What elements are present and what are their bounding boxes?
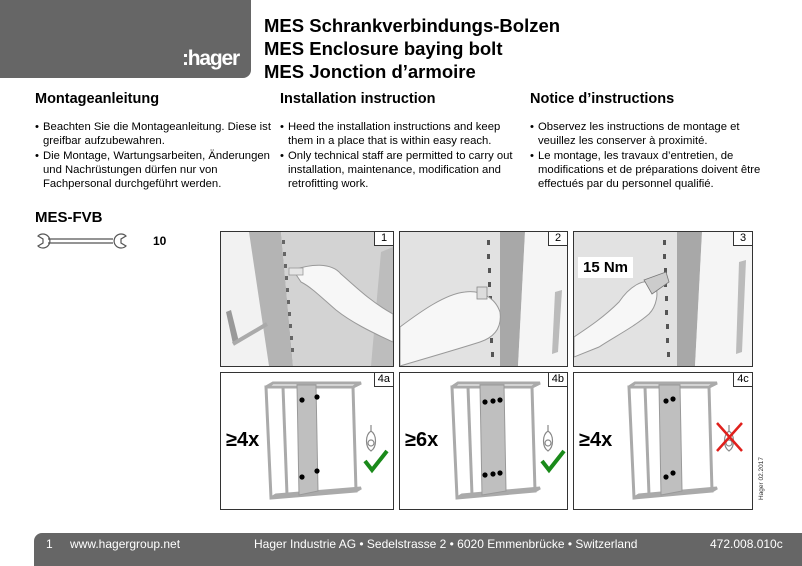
column-heading: Montageanleitung: [35, 91, 160, 107]
torque-label: 15 Nm: [578, 257, 633, 278]
column-german: [35, 90, 275, 192]
step-number: 4a: [374, 372, 394, 387]
open-end-wrench-icon: [35, 233, 129, 254]
website-link[interactable]: www.hagergroup.net: [70, 537, 181, 551]
title-fr: MES Jonction d’armoire: [264, 61, 476, 82]
bolt-count: ≥6x: [405, 429, 439, 451]
document-number: 472.008.010c: [710, 537, 783, 551]
footer-bar: [34, 533, 802, 566]
company-address: Hager Industrie AG • Sedelstrasse 2 • 6020 Emmenbrücke • Switzerland: [254, 537, 638, 551]
document-titles: [264, 14, 560, 83]
step-4c-illustration: [573, 372, 753, 510]
bullet-item: • Observez les instructions de montage et veuillez les conserver à proximité.: [530, 121, 740, 147]
bullet-item: • Die Montage, Wartungsarbeiten, Änderungen und Nachrüstungen dürfen nur von Fachpersonal durchgeführt werden.: [35, 150, 270, 190]
hager-logo: :hager: [182, 47, 239, 70]
step-number: 4b: [548, 372, 568, 387]
page-number: 1: [46, 537, 53, 551]
step-number: 4c: [733, 372, 753, 387]
step-number: 3: [733, 231, 753, 246]
column-heading: Notice d’instructions: [530, 91, 675, 107]
bolt-count: ≥4x: [226, 429, 260, 451]
step-4b-illustration: [399, 372, 568, 510]
date-stamp: Hager 02.2017: [758, 456, 765, 500]
step-1-illustration: [220, 231, 394, 367]
step-3-illustration: [573, 231, 753, 367]
bullet-item: • Le montage, les travaux d’entretien, de modifications et de préparations doivent être effectués par du personnel qualifié.: [530, 150, 761, 190]
column-heading: Installation instruction: [280, 91, 436, 107]
column-french: [530, 90, 775, 192]
bullet-item: • Beachten Sie die Montageanleitung. Diese ist greifbar aufzubewahren.: [35, 121, 271, 147]
column-english: [280, 90, 515, 192]
step-2-illustration: [399, 231, 568, 367]
title-de: MES Schrankverbindungs-Bolzen: [264, 15, 561, 36]
header-gray-block: [0, 0, 251, 78]
product-code: MES-FVB: [35, 209, 103, 226]
step-number: 2: [548, 231, 568, 246]
bullet-item: • Only technical staff are permitted to carry out installation, maintenance, modification and retrofitting work.: [280, 150, 513, 190]
bullet-item: • Heed the installation instructions and keep them in a place that is within easy reach.: [280, 121, 501, 147]
title-en: MES Enclosure baying bolt: [264, 38, 503, 59]
step-number: 1: [374, 231, 394, 246]
step-4a-illustration: [220, 372, 394, 510]
bolt-count: ≥4x: [579, 429, 613, 451]
wrench-size: 10: [153, 234, 167, 248]
